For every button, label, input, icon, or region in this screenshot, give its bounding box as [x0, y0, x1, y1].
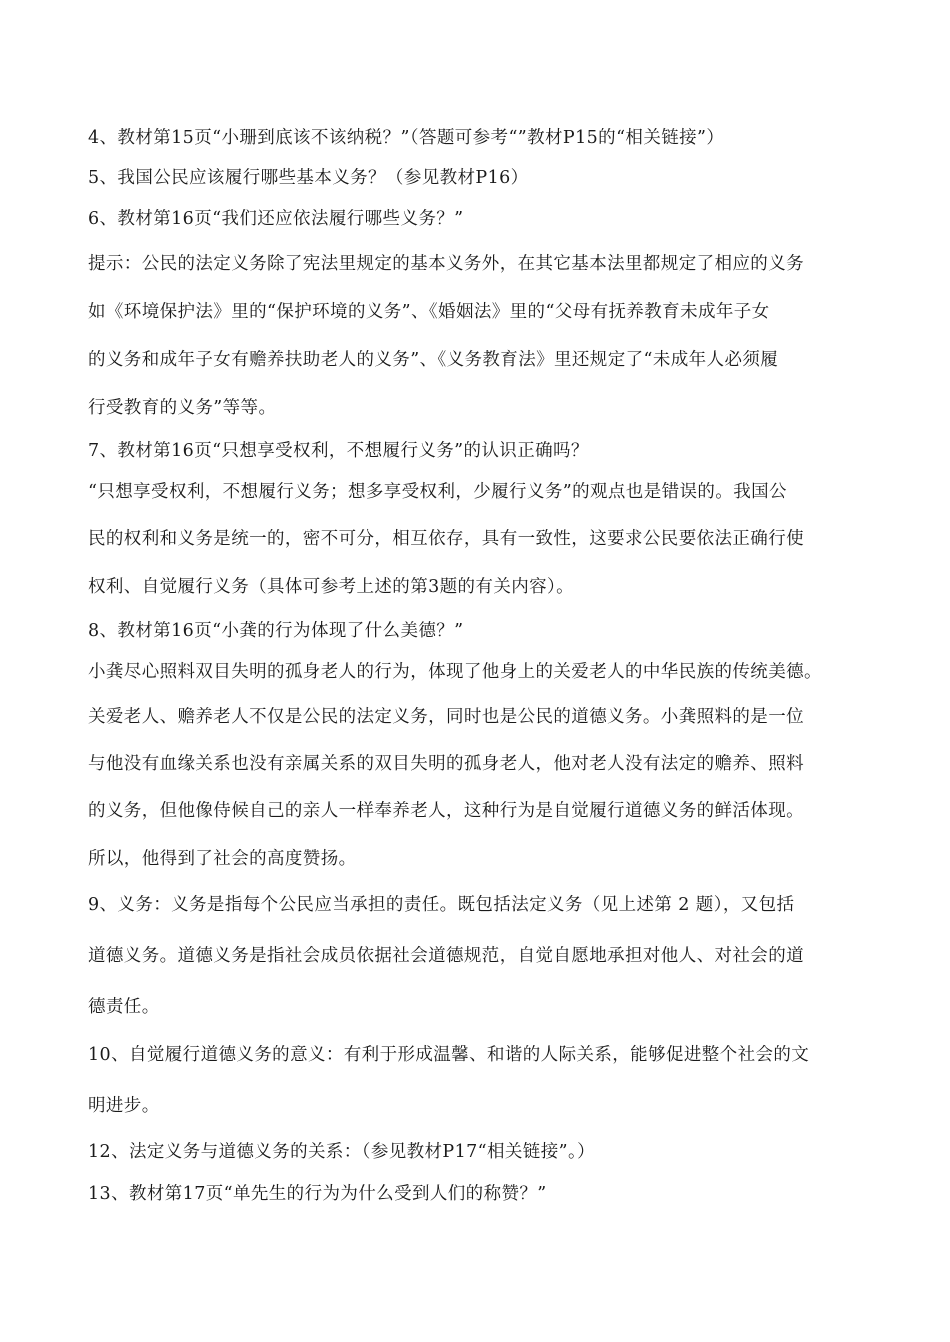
text-line: 10、自觉履行道德义务的意义：有利于形成温馨、和谐的人际关系，能够促进整个社会的文 — [88, 1045, 810, 1065]
text-line: 道德义务。道德义务是指社会成员依据社会道德规范，自觉自愿地承担对他人、对社会的道 — [88, 946, 804, 966]
text-line: 所以，他得到了社会的高度赞扬。 — [88, 849, 357, 869]
text-line: 的义务和成年子女有赡养扶助老人的义务”、《义务教育法》里还规定了“未成年人必须履 — [88, 350, 779, 370]
text-line: 4、教材第15页“小珊到底该不该纳税？”（答题可参考“”教材P15的“相关链接”） — [88, 128, 725, 148]
text-line: 提示：公民的法定义务除了宪法里规定的基本义务外，在其它基本法里都规定了相应的义务 — [88, 254, 804, 274]
text-line: 的义务，但他像侍候自己的亲人一样奉养老人，这种行为是自觉履行道德义务的鲜活体现。 — [88, 801, 804, 821]
text-line: 明进步。 — [88, 1096, 160, 1116]
text-line: 5、我国公民应该履行哪些基本义务？（参见教材P16） — [88, 168, 529, 188]
text-line: 权利、自觉履行义务（具体可参考上述的第3题的有关内容）。 — [88, 577, 575, 597]
text-line: 如《环境保护法》里的“保护环境的义务”、《婚姻法》里的“父母有抚养教育未成年子女 — [88, 302, 770, 322]
text-line: 9、义务：义务是指每个公民应当承担的责任。既包括法定义务（见上述第 2 题），又包括 — [88, 895, 795, 915]
text-line: “只想享受权利，不想履行义务；想多享受权利，少履行义务”的观点也是错误的。我国公 — [88, 482, 787, 502]
text-line: 12、法定义务与道德义务的关系：（参见教材P17“相关链接”。） — [88, 1142, 596, 1162]
text-line: 6、教材第16页“我们还应依法履行哪些义务？” — [88, 209, 464, 229]
text-line: 7、教材第16页“只想享受权利，不想履行义务”的认识正确吗？ — [88, 441, 589, 461]
text-line: 民的权利和义务是统一的，密不可分，相互依存，具有一致性，这要求公民要依法正确行使 — [88, 529, 804, 549]
text-line: 13、教材第17页“单先生的行为为什么受到人们的称赞？” — [88, 1184, 547, 1204]
text-line: 小龚尽心照料双目失明的孤身老人的行为，体现了他身上的关爱老人的中华民族的传统美德。 — [88, 662, 822, 682]
text-line: 行受教育的义务”等等。 — [88, 398, 277, 418]
text-line: 与他没有血缘关系也没有亲属关系的双目失明的孤身老人，他对老人没有法定的赡养、照料 — [88, 754, 804, 774]
text-line: 关爱老人、赡养老人不仅是公民的法定义务，同时也是公民的道德义务。小龚照料的是一位 — [88, 707, 804, 727]
text-line: 德责任。 — [88, 997, 160, 1017]
text-line: 8、教材第16页“小龚的行为体现了什么美德？” — [88, 621, 464, 641]
